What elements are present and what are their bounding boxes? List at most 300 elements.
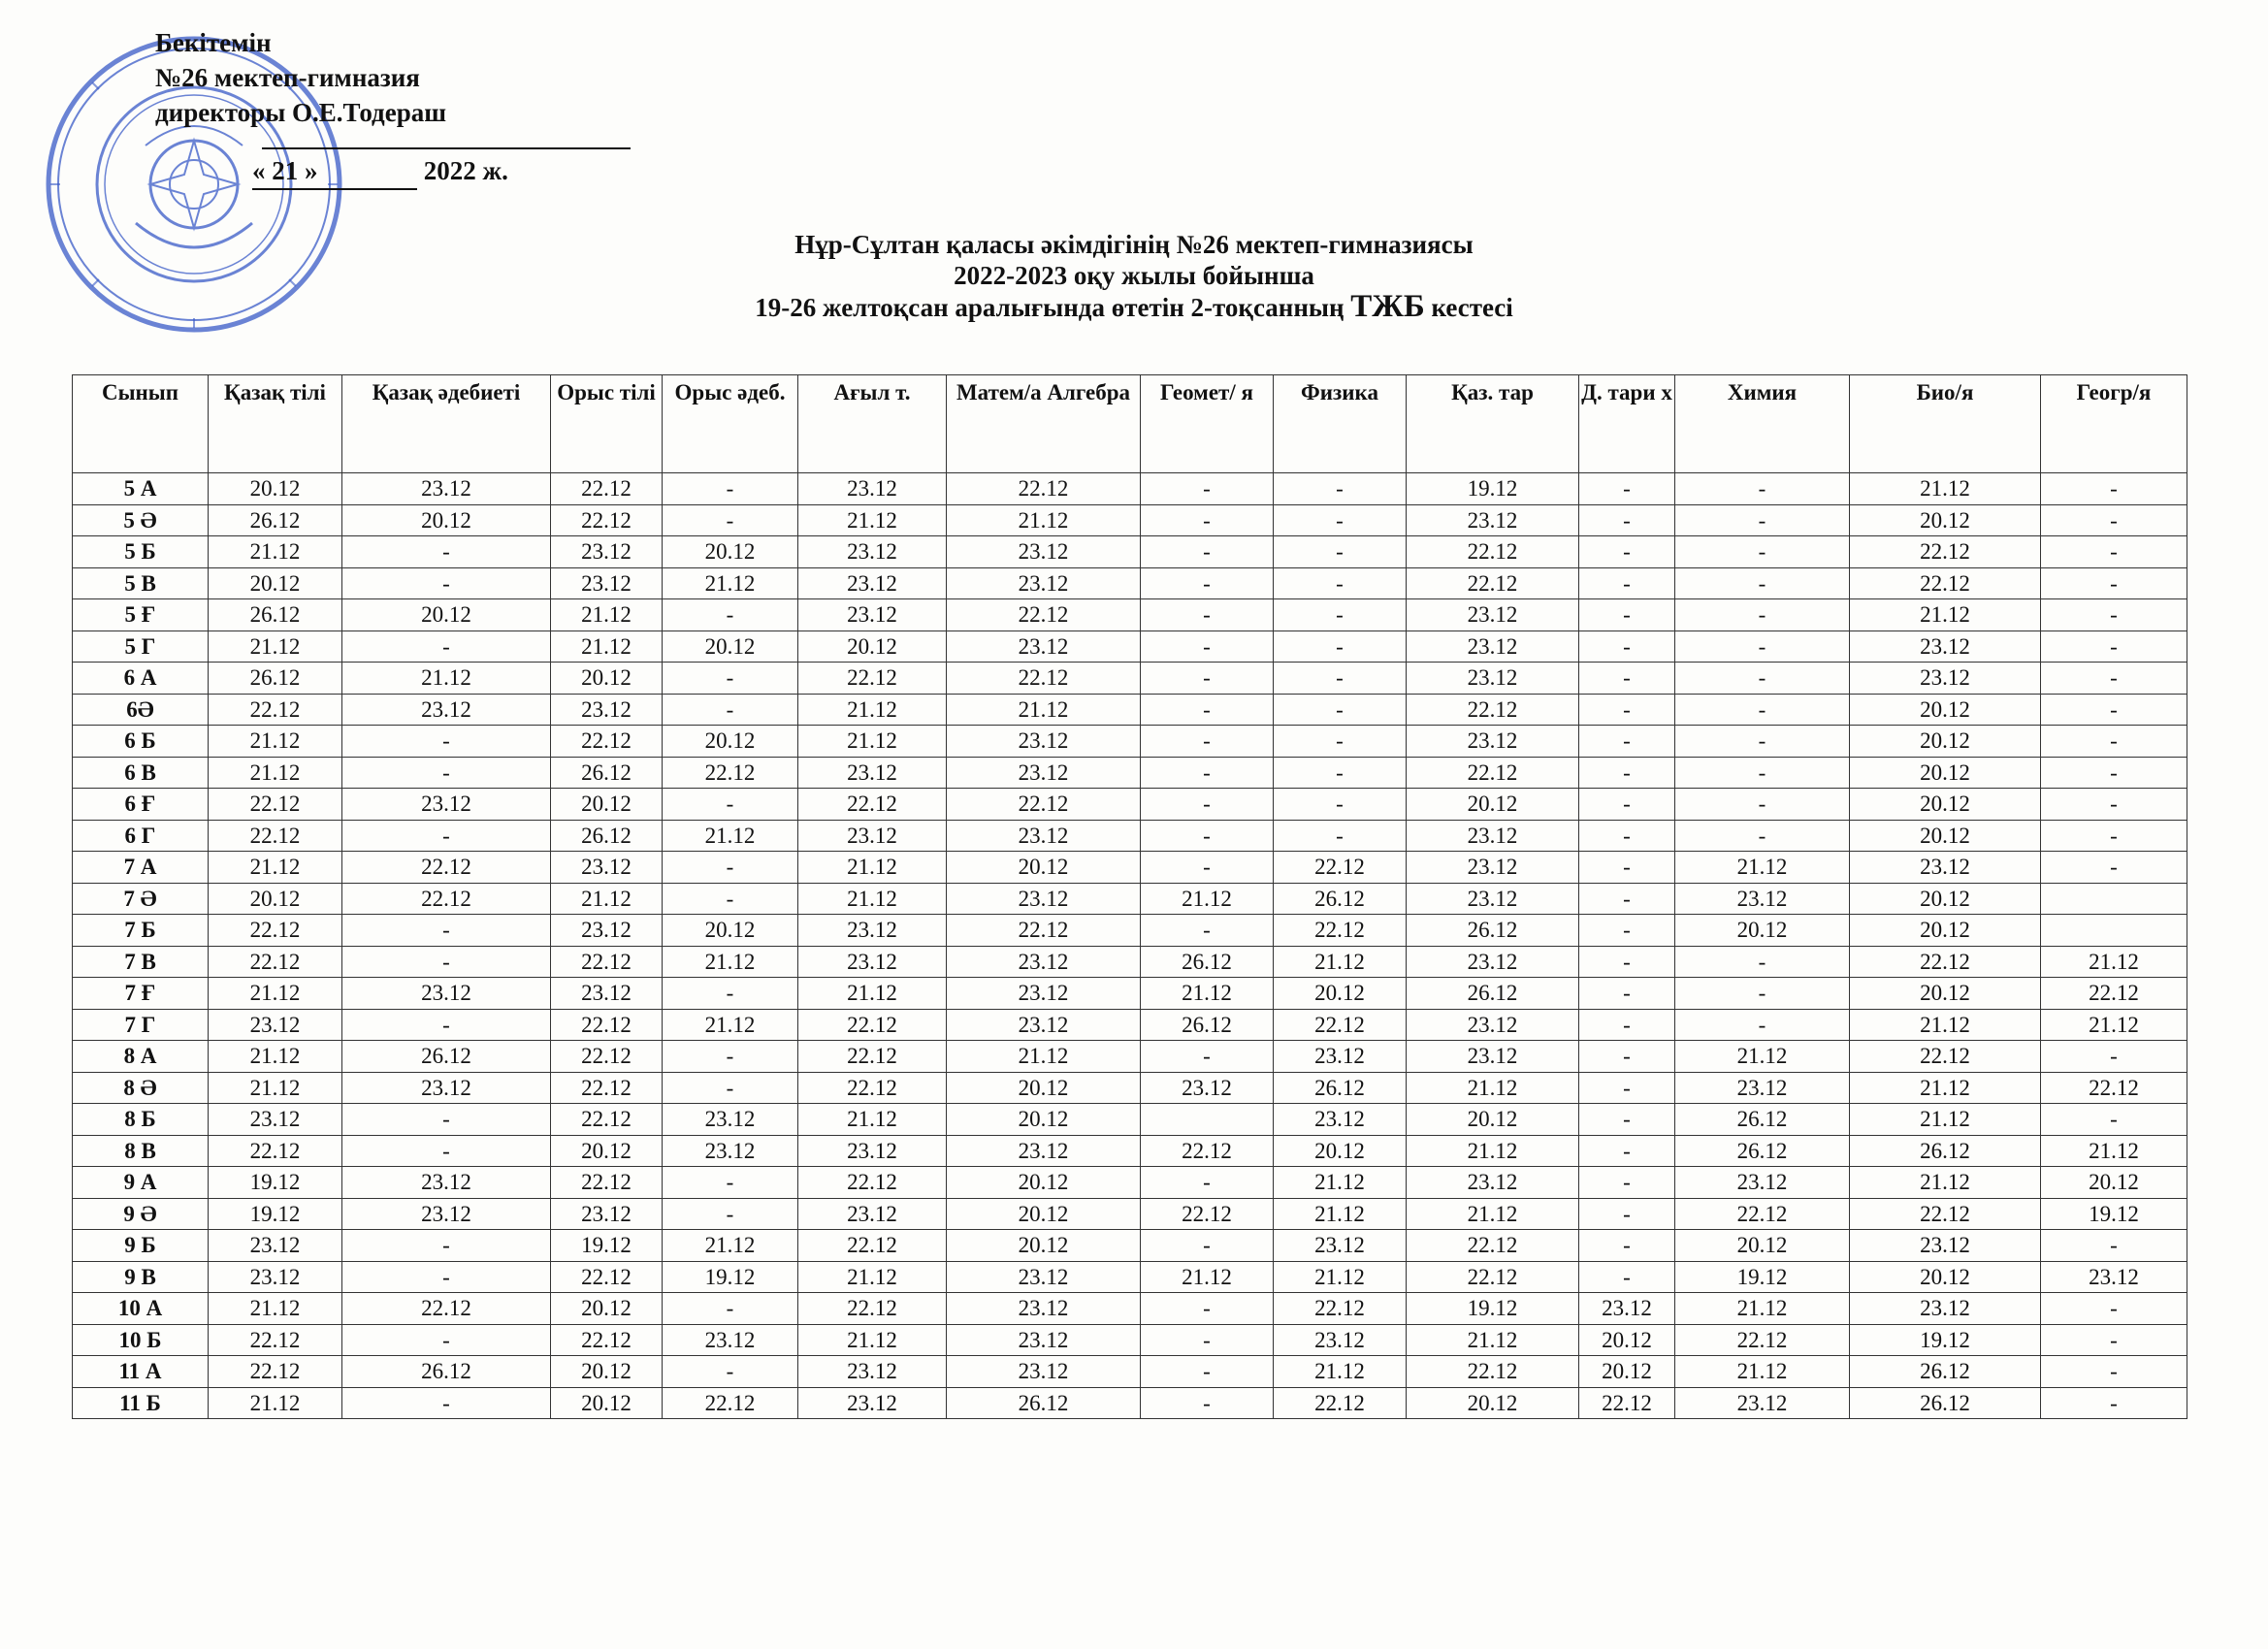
- date-cell: 26.12: [209, 599, 342, 631]
- date-cell: 23.12: [663, 1324, 798, 1356]
- date-cell: 23.12: [1407, 726, 1579, 758]
- date-cell: 23.12: [1407, 504, 1579, 536]
- date-cell: 22.12: [209, 820, 342, 852]
- date-cell: 23.12: [1675, 883, 1850, 915]
- date-cell: 20.12: [1274, 978, 1407, 1010]
- date-cell: -: [342, 1009, 551, 1041]
- date-cell: 22.12: [551, 1104, 663, 1136]
- date-cell: 20.12: [1407, 789, 1579, 821]
- class-name-cell: 5 Ғ: [73, 599, 209, 631]
- date-cell: 23.12: [1407, 883, 1579, 915]
- date-cell: 22.12: [798, 1072, 947, 1104]
- date-cell: -: [1675, 567, 1850, 599]
- date-cell: 22.12: [947, 599, 1141, 631]
- date-cell: 22.12: [1274, 1009, 1407, 1041]
- date-cell: 20.12: [1407, 1387, 1579, 1419]
- date-cell: 23.12: [1675, 1072, 1850, 1104]
- table-row: [73, 852, 2187, 884]
- date-cell: 23.12: [551, 694, 663, 726]
- date-cell: 20.12: [947, 852, 1141, 884]
- table-row: [73, 1104, 2187, 1136]
- column-header: Геогр/я: [2041, 375, 2187, 473]
- date-cell: 23.12: [947, 1135, 1141, 1167]
- date-cell: 23.12: [663, 1135, 798, 1167]
- date-cell: -: [663, 1167, 798, 1199]
- date-cell: -: [342, 915, 551, 947]
- column-header: Матем/а Алгебра: [947, 375, 1141, 473]
- date-cell: -: [342, 757, 551, 789]
- date-cell: 26.12: [209, 504, 342, 536]
- date-cell: 23.12: [1850, 663, 2041, 695]
- date-cell: 23.12: [209, 1104, 342, 1136]
- table-row: [73, 1387, 2187, 1419]
- date-cell: [2041, 883, 2187, 915]
- class-name-cell: 8 Ә: [73, 1072, 209, 1104]
- date-cell: 23.12: [342, 1072, 551, 1104]
- date-cell: 21.12: [1141, 1261, 1274, 1293]
- title-line-3-c: кестесі: [1424, 293, 1513, 322]
- date-cell: 23.12: [551, 978, 663, 1010]
- table-row: [73, 757, 2187, 789]
- date-cell: 20.12: [551, 1293, 663, 1325]
- date-cell: -: [342, 1324, 551, 1356]
- date-cell: -: [1141, 1167, 1274, 1199]
- class-name-cell: 10 А: [73, 1293, 209, 1325]
- date-cell: 22.12: [342, 1293, 551, 1325]
- date-cell: -: [663, 852, 798, 884]
- date-cell: -: [1579, 726, 1675, 758]
- date-cell: 22.12: [798, 789, 947, 821]
- approval-block: [155, 25, 508, 190]
- date-cell: 22.12: [798, 1167, 947, 1199]
- date-cell: 23.12: [1675, 1387, 1850, 1419]
- date-cell: -: [663, 599, 798, 631]
- date-cell: 21.12: [947, 504, 1141, 536]
- date-cell: 23.12: [947, 1261, 1141, 1293]
- table-row: [73, 567, 2187, 599]
- date-cell: -: [663, 1293, 798, 1325]
- table-row: [73, 694, 2187, 726]
- date-cell: 20.12: [1850, 726, 2041, 758]
- table-row: [73, 630, 2187, 663]
- date-cell: -: [2041, 567, 2187, 599]
- date-cell: -: [1579, 883, 1675, 915]
- date-cell: 21.12: [342, 663, 551, 695]
- date-cell: 21.12: [663, 567, 798, 599]
- date-cell: 20.12: [1850, 820, 2041, 852]
- date-cell: 26.12: [1407, 978, 1579, 1010]
- date-cell: 20.12: [947, 1072, 1141, 1104]
- class-name-cell: 6 Г: [73, 820, 209, 852]
- title-line-2: 2022-2023 оқу жылы бойынша: [954, 261, 1314, 290]
- date-cell: -: [663, 663, 798, 695]
- date-cell: 21.12: [551, 630, 663, 663]
- date-cell: 20.12: [1675, 1230, 1850, 1262]
- date-cell: 21.12: [663, 820, 798, 852]
- date-cell: -: [2041, 1230, 2187, 1262]
- table-row: [73, 726, 2187, 758]
- date-cell: -: [2041, 1324, 2187, 1356]
- class-name-cell: 11 А: [73, 1356, 209, 1388]
- date-cell: 23.12: [209, 1261, 342, 1293]
- date-cell: 20.12: [1407, 1104, 1579, 1136]
- date-cell: 26.12: [342, 1041, 551, 1073]
- date-cell: 22.12: [1274, 915, 1407, 947]
- date-cell: 26.12: [342, 1356, 551, 1388]
- date-cell: -: [663, 978, 798, 1010]
- date-cell: -: [1579, 473, 1675, 505]
- class-name-cell: 10 Б: [73, 1324, 209, 1356]
- date-cell: 21.12: [2041, 1135, 2187, 1167]
- date-cell: 23.12: [798, 1135, 947, 1167]
- date-cell: 23.12: [947, 726, 1141, 758]
- date-cell: 23.12: [947, 536, 1141, 568]
- date-cell: 23.12: [798, 1198, 947, 1230]
- date-cell: -: [663, 1198, 798, 1230]
- date-cell: 20.12: [2041, 1167, 2187, 1199]
- date-cell: -: [1141, 694, 1274, 726]
- date-cell: 21.12: [798, 694, 947, 726]
- date-cell: 21.12: [1850, 1104, 2041, 1136]
- date-cell: -: [1141, 504, 1274, 536]
- class-name-cell: 5 Ә: [73, 504, 209, 536]
- date-cell: 23.12: [342, 978, 551, 1010]
- date-cell: 23.12: [551, 536, 663, 568]
- table-row: [73, 1009, 2187, 1041]
- class-name-cell: 9 В: [73, 1261, 209, 1293]
- date-cell: -: [2041, 1356, 2187, 1388]
- date-cell: -: [1579, 946, 1675, 978]
- date-cell: 21.12: [798, 1104, 947, 1136]
- date-cell: 22.12: [1407, 536, 1579, 568]
- date-cell: 22.12: [1407, 1230, 1579, 1262]
- date-cell: 20.12: [1850, 883, 2041, 915]
- date-cell: -: [663, 1041, 798, 1073]
- date-cell: -: [1675, 473, 1850, 505]
- date-cell: -: [1675, 663, 1850, 695]
- date-cell: 26.12: [209, 663, 342, 695]
- date-cell: 23.12: [947, 757, 1141, 789]
- date-cell: 21.12: [2041, 1009, 2187, 1041]
- date-cell: -: [1141, 1293, 1274, 1325]
- date-cell: -: [1141, 1324, 1274, 1356]
- title-line-3: [0, 291, 2268, 323]
- table-row: [73, 1198, 2187, 1230]
- date-cell: 20.12: [663, 726, 798, 758]
- table-row: [73, 663, 2187, 695]
- date-cell: -: [1274, 630, 1407, 663]
- date-cell: -: [1141, 567, 1274, 599]
- date-cell: 21.12: [1274, 946, 1407, 978]
- date-cell: 22.12: [209, 1356, 342, 1388]
- date-cell: -: [1675, 630, 1850, 663]
- date-cell: 26.12: [551, 820, 663, 852]
- date-cell: 21.12: [209, 757, 342, 789]
- date-cell: -: [1579, 757, 1675, 789]
- date-cell: -: [1579, 820, 1675, 852]
- date-cell: 22.12: [2041, 978, 2187, 1010]
- date-cell: 26.12: [1850, 1387, 2041, 1419]
- class-name-cell: 7 В: [73, 946, 209, 978]
- date-cell: -: [2041, 630, 2187, 663]
- date-cell: -: [2041, 1387, 2187, 1419]
- date-cell: 22.12: [342, 883, 551, 915]
- date-cell: 21.12: [1141, 883, 1274, 915]
- date-cell: 23.12: [947, 567, 1141, 599]
- date-cell: -: [1141, 820, 1274, 852]
- date-cell: -: [342, 946, 551, 978]
- date-cell: -: [1141, 1356, 1274, 1388]
- date-cell: 21.12: [1850, 473, 2041, 505]
- class-name-cell: 9 Ә: [73, 1198, 209, 1230]
- approval-line-3: директоры О.Е.Тодераш: [155, 98, 447, 127]
- date-cell: 21.12: [209, 1072, 342, 1104]
- date-cell: 23.12: [1274, 1041, 1407, 1073]
- date-cell: 23.12: [947, 946, 1141, 978]
- date-cell: 22.12: [1675, 1198, 1850, 1230]
- date-cell: -: [342, 820, 551, 852]
- date-cell: 20.12: [947, 1230, 1141, 1262]
- date-cell: 21.12: [798, 852, 947, 884]
- date-cell: -: [2041, 1041, 2187, 1073]
- date-cell: -: [1274, 536, 1407, 568]
- class-name-cell: 5 А: [73, 473, 209, 505]
- date-cell: 20.12: [1579, 1356, 1675, 1388]
- date-cell: -: [342, 1135, 551, 1167]
- column-header: Ағыл т.: [798, 375, 947, 473]
- date-cell: 20.12: [551, 1135, 663, 1167]
- date-cell: 21.12: [209, 1041, 342, 1073]
- date-cell: 23.12: [798, 820, 947, 852]
- date-cell: -: [1675, 789, 1850, 821]
- date-cell: -: [1675, 978, 1850, 1010]
- date-cell: 23.12: [1407, 663, 1579, 695]
- date-cell: 22.12: [551, 726, 663, 758]
- table-header-row: [73, 375, 2187, 473]
- approval-line-2: №26 мектеп-гимназия: [155, 63, 420, 92]
- date-cell: -: [1675, 1009, 1850, 1041]
- date-cell: -: [342, 726, 551, 758]
- date-cell: 20.12: [342, 504, 551, 536]
- date-cell: 19.12: [663, 1261, 798, 1293]
- date-cell: 21.12: [798, 978, 947, 1010]
- date-cell: -: [2041, 599, 2187, 631]
- date-cell: 23.12: [1850, 852, 2041, 884]
- date-cell: -: [663, 473, 798, 505]
- date-cell: -: [1579, 694, 1675, 726]
- date-cell: -: [1274, 694, 1407, 726]
- date-cell: 23.12: [798, 915, 947, 947]
- date-cell: -: [2041, 504, 2187, 536]
- date-cell: 23.12: [209, 1230, 342, 1262]
- date-cell: -: [1274, 504, 1407, 536]
- date-cell: 23.12: [798, 599, 947, 631]
- approval-date-day: « 21 »: [252, 153, 417, 190]
- date-cell: 20.12: [551, 1356, 663, 1388]
- date-cell: 22.12: [1407, 694, 1579, 726]
- date-cell: -: [1675, 504, 1850, 536]
- date-cell: 22.12: [1850, 1041, 2041, 1073]
- date-cell: -: [1675, 820, 1850, 852]
- table-row: [73, 599, 2187, 631]
- date-cell: -: [1675, 694, 1850, 726]
- date-cell: 23.12: [1675, 1167, 1850, 1199]
- date-cell: 20.12: [663, 536, 798, 568]
- date-cell: 22.12: [209, 915, 342, 947]
- date-cell: 21.12: [209, 726, 342, 758]
- date-cell: 22.12: [209, 1324, 342, 1356]
- date-cell: 21.12: [1850, 1009, 2041, 1041]
- date-cell: -: [1141, 663, 1274, 695]
- date-cell: 23.12: [947, 630, 1141, 663]
- column-header: Қазақ әдебиеті: [342, 375, 551, 473]
- date-cell: 20.12: [209, 567, 342, 599]
- date-cell: 21.12: [1274, 1356, 1407, 1388]
- class-name-cell: 7 Ә: [73, 883, 209, 915]
- date-cell: 22.12: [342, 852, 551, 884]
- date-cell: 23.12: [209, 1009, 342, 1041]
- table-row: [73, 946, 2187, 978]
- date-cell: 21.12: [551, 599, 663, 631]
- date-cell: -: [663, 1356, 798, 1388]
- date-cell: 22.12: [551, 1041, 663, 1073]
- table-row: [73, 536, 2187, 568]
- column-header: Д. тари х: [1579, 375, 1675, 473]
- date-cell: -: [342, 536, 551, 568]
- date-cell: 23.12: [1141, 1072, 1274, 1104]
- date-cell: 22.12: [1850, 946, 2041, 978]
- date-cell: 22.12: [551, 1261, 663, 1293]
- date-cell: 21.12: [209, 852, 342, 884]
- date-cell: -: [1141, 852, 1274, 884]
- date-cell: 23.12: [947, 978, 1141, 1010]
- date-cell: 22.12: [551, 946, 663, 978]
- date-cell: -: [1274, 599, 1407, 631]
- class-name-cell: 5 Б: [73, 536, 209, 568]
- date-cell: 21.12: [1141, 978, 1274, 1010]
- date-cell: 19.12: [209, 1167, 342, 1199]
- date-cell: -: [1579, 789, 1675, 821]
- date-cell: 21.12: [1675, 1356, 1850, 1388]
- date-cell: 20.12: [1850, 757, 2041, 789]
- approval-date: [155, 153, 508, 190]
- date-cell: 23.12: [342, 473, 551, 505]
- date-cell: -: [1141, 1230, 1274, 1262]
- date-cell: -: [663, 504, 798, 536]
- date-cell: 20.12: [342, 599, 551, 631]
- date-cell: 19.12: [551, 1230, 663, 1262]
- date-cell: -: [1274, 820, 1407, 852]
- date-cell: 23.12: [1850, 1230, 2041, 1262]
- date-cell: 21.12: [1407, 1135, 1579, 1167]
- date-cell: -: [1579, 599, 1675, 631]
- date-cell: 22.12: [209, 1135, 342, 1167]
- class-name-cell: 5 В: [73, 567, 209, 599]
- date-cell: -: [2041, 473, 2187, 505]
- date-cell: 21.12: [209, 978, 342, 1010]
- class-name-cell: 6 В: [73, 757, 209, 789]
- date-cell: 21.12: [1850, 599, 2041, 631]
- date-cell: 23.12: [947, 820, 1141, 852]
- date-cell: 22.12: [947, 915, 1141, 947]
- date-cell: 21.12: [798, 726, 947, 758]
- date-cell: 23.12: [1850, 630, 2041, 663]
- date-cell: 21.12: [947, 1041, 1141, 1073]
- date-cell: 22.12: [663, 757, 798, 789]
- date-cell: -: [2041, 757, 2187, 789]
- date-cell: 21.12: [1274, 1261, 1407, 1293]
- table-row: [73, 820, 2187, 852]
- date-cell: 23.12: [798, 567, 947, 599]
- date-cell: -: [1579, 915, 1675, 947]
- title-line-3-a: 19-26 желтоқсан аралығында өтетін 2-тоқсанның: [755, 293, 1351, 322]
- class-name-cell: 6 Ғ: [73, 789, 209, 821]
- date-cell: [2041, 915, 2187, 947]
- schedule-table: [72, 374, 2187, 1419]
- date-cell: 21.12: [798, 883, 947, 915]
- date-cell: 20.12: [1850, 978, 2041, 1010]
- date-cell: 23.12: [1579, 1293, 1675, 1325]
- date-cell: 23.12: [551, 567, 663, 599]
- date-cell: -: [1141, 536, 1274, 568]
- date-cell: 26.12: [1850, 1356, 2041, 1388]
- date-cell: 23.12: [1274, 1104, 1407, 1136]
- class-name-cell: 9 А: [73, 1167, 209, 1199]
- date-cell: 23.12: [1407, 852, 1579, 884]
- date-cell: -: [1141, 630, 1274, 663]
- date-cell: -: [1579, 536, 1675, 568]
- class-name-cell: 7 А: [73, 852, 209, 884]
- date-cell: 22.12: [947, 789, 1141, 821]
- class-name-cell: 7 Ғ: [73, 978, 209, 1010]
- date-cell: 22.12: [551, 1167, 663, 1199]
- date-cell: -: [342, 630, 551, 663]
- date-cell: 23.12: [342, 694, 551, 726]
- date-cell: -: [1579, 852, 1675, 884]
- date-cell: 26.12: [1274, 1072, 1407, 1104]
- date-cell: -: [1579, 1072, 1675, 1104]
- date-cell: 22.12: [947, 473, 1141, 505]
- date-cell: -: [1274, 789, 1407, 821]
- date-cell: -: [1141, 915, 1274, 947]
- date-cell: -: [1274, 663, 1407, 695]
- date-cell: 21.12: [798, 504, 947, 536]
- date-cell: -: [1141, 726, 1274, 758]
- date-cell: -: [1579, 1261, 1675, 1293]
- date-cell: 26.12: [1850, 1135, 2041, 1167]
- class-name-cell: 7 Б: [73, 915, 209, 947]
- date-cell: 20.12: [209, 473, 342, 505]
- date-cell: 21.12: [1675, 852, 1850, 884]
- date-cell: 23.12: [2041, 1261, 2187, 1293]
- date-cell: 21.12: [1274, 1198, 1407, 1230]
- date-cell: -: [1579, 1198, 1675, 1230]
- date-cell: 22.12: [551, 504, 663, 536]
- date-cell: 20.12: [551, 1387, 663, 1419]
- date-cell: -: [1579, 1135, 1675, 1167]
- date-cell: 20.12: [1850, 789, 2041, 821]
- date-cell: -: [2041, 536, 2187, 568]
- date-cell: 26.12: [1675, 1135, 1850, 1167]
- date-cell: 22.12: [551, 473, 663, 505]
- date-cell: 23.12: [551, 915, 663, 947]
- class-name-cell: 6 Б: [73, 726, 209, 758]
- date-cell: 23.12: [1407, 820, 1579, 852]
- date-cell: 21.12: [209, 1293, 342, 1325]
- date-cell: 21.12: [1407, 1072, 1579, 1104]
- date-cell: 19.12: [2041, 1198, 2187, 1230]
- date-cell: 22.12: [209, 789, 342, 821]
